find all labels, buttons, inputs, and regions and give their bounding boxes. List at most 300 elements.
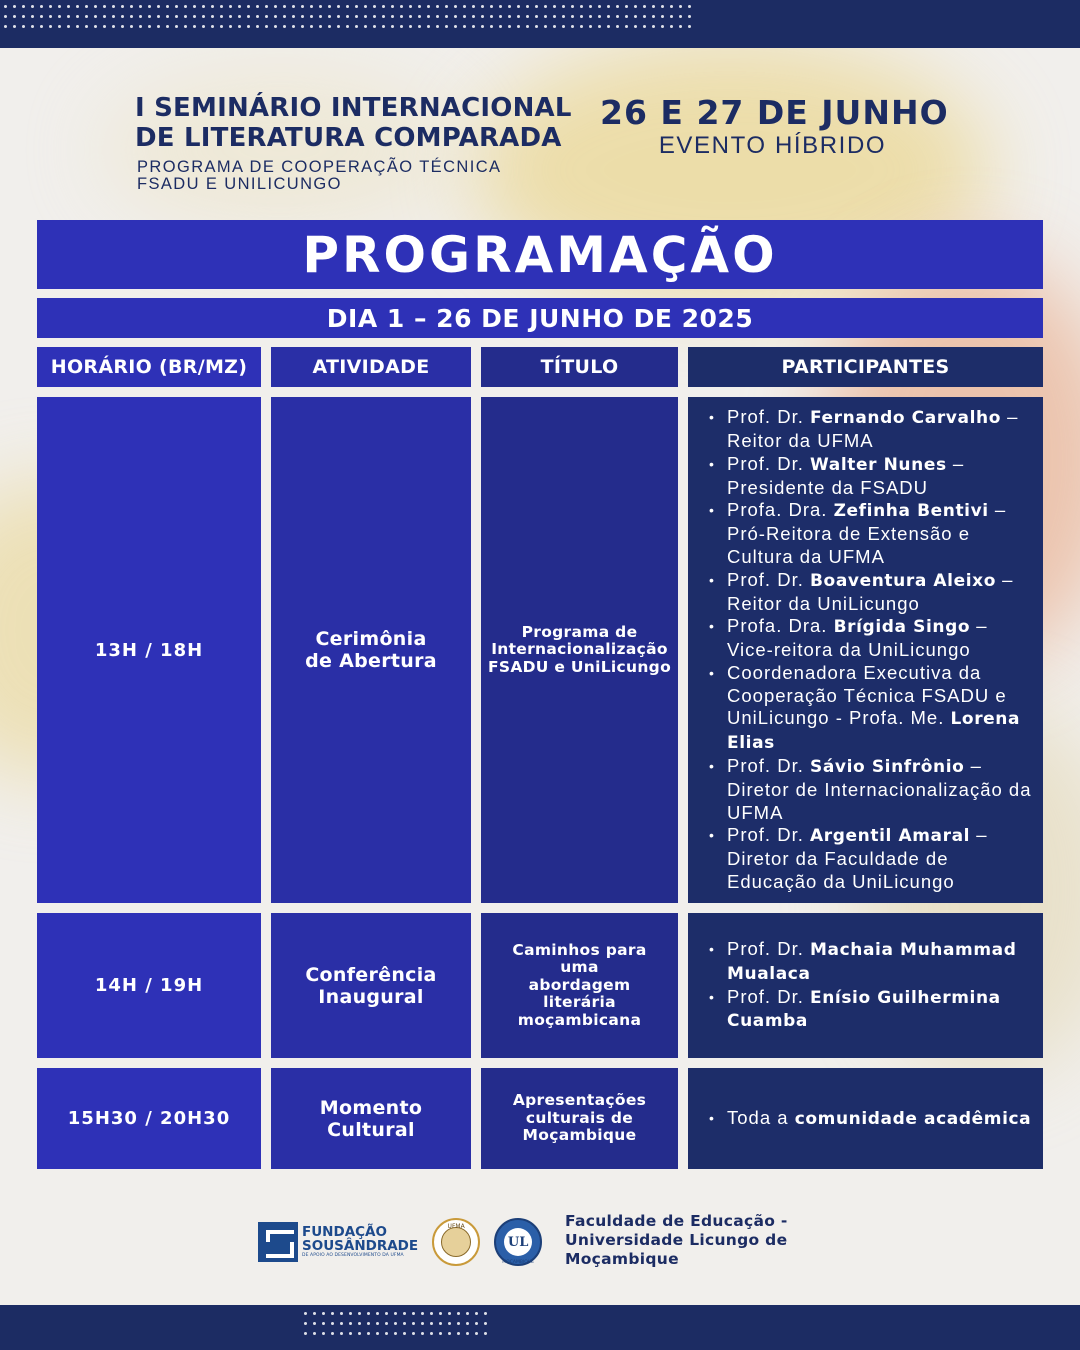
- dot: [112, 15, 115, 18]
- participant-item: • Profa. Dra. Zefinha Bentivi – Pró-Reitora de Extensão e Cultura da UFMA: [709, 499, 1035, 568]
- dot: [403, 1312, 406, 1315]
- dot: [481, 5, 484, 8]
- dot: [643, 25, 646, 28]
- dot: [643, 5, 646, 8]
- dot: [247, 25, 250, 28]
- dot: [202, 25, 205, 28]
- dot: [130, 5, 133, 8]
- dot: [526, 25, 529, 28]
- dot: [661, 25, 664, 28]
- row1-title-cell: [481, 397, 678, 903]
- dot: [427, 15, 430, 18]
- dot: [337, 15, 340, 18]
- dot: [283, 5, 286, 8]
- day-banner: [37, 298, 1043, 338]
- dot: [643, 15, 646, 18]
- row2-participants-cell: [688, 913, 1043, 1058]
- footer-logos: [258, 1212, 542, 1272]
- dot: [229, 15, 232, 18]
- dot: [475, 1332, 478, 1335]
- dot: [553, 15, 556, 18]
- row3-title: Apresentações culturais de Moçambique: [512, 1091, 647, 1145]
- dot: [466, 1332, 469, 1335]
- dot: [490, 5, 493, 8]
- dot: [445, 15, 448, 18]
- dot: [481, 15, 484, 18]
- dot: [412, 1322, 415, 1325]
- participant-item: • Prof. Dr. Machaia Muhammad Mualaca: [709, 938, 1035, 986]
- top-bar: [0, 0, 1080, 48]
- dot: [355, 5, 358, 8]
- dot: [679, 5, 682, 8]
- dot: [292, 25, 295, 28]
- dot: [391, 5, 394, 8]
- dot: [409, 25, 412, 28]
- dot: [472, 15, 475, 18]
- dot: [625, 25, 628, 28]
- dot: [652, 25, 655, 28]
- dot: [508, 5, 511, 8]
- row2-activity: Conferência Inaugural: [305, 963, 437, 1008]
- dot: [247, 15, 250, 18]
- dot: [400, 25, 403, 28]
- dot: [76, 15, 79, 18]
- dot: [319, 15, 322, 18]
- dot: [121, 25, 124, 28]
- dot: [193, 15, 196, 18]
- dot: [340, 1322, 343, 1325]
- row2-time: 14H / 19H: [94, 975, 204, 996]
- dot: [364, 25, 367, 28]
- row3-participants-cell: [688, 1068, 1043, 1169]
- dot: [364, 15, 367, 18]
- dot: [373, 5, 376, 8]
- dot: [202, 15, 205, 18]
- dot: [58, 5, 61, 8]
- dot: [220, 25, 223, 28]
- dot: [535, 25, 538, 28]
- event-title-line1: I SEMINÁRIO INTERNACIONAL: [135, 93, 572, 123]
- dot: [472, 5, 475, 8]
- dot: [301, 5, 304, 8]
- row1-time-cell: [37, 397, 261, 903]
- dot: [67, 25, 70, 28]
- dot: [661, 5, 664, 8]
- dot: [67, 5, 70, 8]
- dot: [625, 15, 628, 18]
- dot: [148, 5, 151, 8]
- dot: [85, 15, 88, 18]
- dot: [391, 25, 394, 28]
- dot: [472, 25, 475, 28]
- dot: [418, 5, 421, 8]
- row1-title: Programa de Internacionalização FSADU e UniLicungo: [487, 622, 672, 676]
- participant-item: • Profa. Dra. Brígida Singo – Vice-reitora da UniLicungo: [709, 615, 1035, 662]
- dot: [364, 5, 367, 8]
- dot: [328, 15, 331, 18]
- dot: [607, 25, 610, 28]
- dot: [448, 1332, 451, 1335]
- dot: [589, 5, 592, 8]
- event-date-block: [600, 93, 949, 159]
- dot: [688, 15, 691, 18]
- program-banner: [37, 220, 1043, 289]
- dot: [394, 1312, 397, 1315]
- dot: [94, 5, 97, 8]
- dot: [367, 1332, 370, 1335]
- dot: [349, 1332, 352, 1335]
- dot: [421, 1312, 424, 1315]
- dot: [652, 15, 655, 18]
- dot: [598, 5, 601, 8]
- dot: [427, 5, 430, 8]
- dot: [376, 1322, 379, 1325]
- dot: [220, 15, 223, 18]
- dot: [166, 5, 169, 8]
- dot: [310, 25, 313, 28]
- dot: [22, 15, 25, 18]
- dot: [313, 1312, 316, 1315]
- dot: [535, 5, 538, 8]
- event-title-line2: DE LITERATURA COMPARADA: [135, 123, 562, 153]
- participant-item: • Prof. Dr. Argentil Amaral – Diretor da Faculdade de Educação da UniLicungo: [709, 824, 1035, 893]
- dot: [394, 1322, 397, 1325]
- row1-participants-cell: [688, 397, 1043, 903]
- participant-item: • Toda a comunidade acadêmica: [709, 1108, 1031, 1129]
- dot: [184, 25, 187, 28]
- dot: [313, 1322, 316, 1325]
- dot: [319, 25, 322, 28]
- dot: [31, 5, 34, 8]
- dot: [457, 1332, 460, 1335]
- dot: [445, 5, 448, 8]
- dot: [535, 15, 538, 18]
- dot: [439, 1332, 442, 1335]
- dot: [349, 1312, 352, 1315]
- dot: [607, 5, 610, 8]
- fundacao-sousandrade-logo: [258, 1222, 418, 1262]
- dot: [517, 15, 520, 18]
- row2-time-cell: [37, 913, 261, 1058]
- dot: [274, 15, 277, 18]
- dot: [355, 25, 358, 28]
- dot: [421, 1332, 424, 1335]
- dot: [508, 15, 511, 18]
- dot: [400, 5, 403, 8]
- dot: [340, 1332, 343, 1335]
- participant-item: • Prof. Dr. Sávio Sinfrônio – Diretor de Internacionalização da UFMA: [709, 755, 1035, 824]
- dot: [403, 1322, 406, 1325]
- dot: [184, 15, 187, 18]
- dot: [94, 15, 97, 18]
- dot: [103, 5, 106, 8]
- dot: [322, 1332, 325, 1335]
- dot: [409, 15, 412, 18]
- dot: [607, 15, 610, 18]
- dot: [40, 5, 43, 8]
- dot: [562, 25, 565, 28]
- dot: [220, 5, 223, 8]
- dot: [103, 15, 106, 18]
- dot: [229, 25, 232, 28]
- dot: [376, 1312, 379, 1315]
- dot: [670, 25, 673, 28]
- dot: [40, 25, 43, 28]
- dot: [349, 1322, 352, 1325]
- dot: [661, 15, 664, 18]
- column-header-activity: ATIVIDADE: [271, 347, 471, 387]
- dot: [589, 25, 592, 28]
- dot: [382, 25, 385, 28]
- dot: [427, 25, 430, 28]
- dot: [481, 25, 484, 28]
- dot: [490, 15, 493, 18]
- dot: [247, 5, 250, 8]
- dot: [490, 25, 493, 28]
- dot: [484, 1312, 487, 1315]
- fundacao-tagline: DE APOIO AO DESENVOLVIMENTO DA UFMA: [302, 1253, 404, 1258]
- dot: [157, 5, 160, 8]
- dot: [13, 5, 16, 8]
- ufma-seal-icon: UFMA: [432, 1218, 480, 1266]
- dot: [13, 25, 16, 28]
- dot: [139, 5, 142, 8]
- event-type: EVENTO HÍBRIDO: [658, 132, 887, 159]
- dot: [211, 5, 214, 8]
- dot: [430, 1312, 433, 1315]
- dot: [238, 15, 241, 18]
- dot: [382, 5, 385, 8]
- row2-activity-cell: [271, 913, 471, 1058]
- row1-activity: Cerimônia de Abertura: [305, 628, 437, 672]
- dot: [580, 25, 583, 28]
- dot: [589, 15, 592, 18]
- dot: [319, 5, 322, 8]
- dot: [616, 15, 619, 18]
- dot: [499, 15, 502, 18]
- column-header-participants: PARTICIPANTES: [688, 347, 1043, 387]
- dot: [22, 5, 25, 8]
- dot: [679, 15, 682, 18]
- dot: [358, 1332, 361, 1335]
- event-title-block: [135, 93, 575, 193]
- dot: [412, 1332, 415, 1335]
- event-date: 26 E 27 DE JUNHO: [600, 93, 949, 132]
- dot: [391, 15, 394, 18]
- dot: [688, 25, 691, 28]
- column-header-time: HORÁRIO (BR/MZ): [37, 347, 261, 387]
- dot: [211, 15, 214, 18]
- dot: [430, 1322, 433, 1325]
- row1-activity-cell: [271, 397, 471, 903]
- dot: [358, 1322, 361, 1325]
- dot: [373, 15, 376, 18]
- dot: [202, 5, 205, 8]
- dot: [265, 15, 268, 18]
- dot: [679, 25, 682, 28]
- dot: [22, 25, 25, 28]
- dot: [466, 1312, 469, 1315]
- dot: [256, 15, 259, 18]
- dot: [331, 1312, 334, 1315]
- dot: [283, 25, 286, 28]
- dot: [346, 15, 349, 18]
- dot: [121, 5, 124, 8]
- dot: [31, 25, 34, 28]
- dot: [85, 25, 88, 28]
- dot: [421, 1322, 424, 1325]
- dot: [49, 15, 52, 18]
- fundacao-s-icon: [258, 1222, 298, 1262]
- participant-item: • Prof. Dr. Walter Nunes – Presidente da FSADU: [709, 453, 1035, 500]
- dot: [670, 5, 673, 8]
- dot: [340, 1312, 343, 1315]
- dot: [4, 5, 7, 8]
- row3-time-cell: [37, 1068, 261, 1169]
- dot: [448, 1312, 451, 1315]
- dot: [265, 5, 268, 8]
- dot: [436, 5, 439, 8]
- unilicungo-seal-icon: UL MOÇAMBIQUE: [494, 1218, 542, 1266]
- dot: [634, 15, 637, 18]
- dot: [394, 1332, 397, 1335]
- participant-list: [688, 938, 1043, 1033]
- dot: [616, 5, 619, 8]
- dot: [475, 1322, 478, 1325]
- dot: [526, 5, 529, 8]
- dot: [139, 15, 142, 18]
- dot: [409, 5, 412, 8]
- dot: [463, 25, 466, 28]
- dot: [238, 25, 241, 28]
- dot: [304, 1332, 307, 1335]
- dot: [94, 25, 97, 28]
- dot: [112, 5, 115, 8]
- dot: [439, 1312, 442, 1315]
- dot: [544, 25, 547, 28]
- dot: [292, 15, 295, 18]
- dot: [322, 1322, 325, 1325]
- dot: [373, 25, 376, 28]
- dot: [148, 15, 151, 18]
- dot: [412, 1312, 415, 1315]
- dot: [130, 15, 133, 18]
- dot: [256, 25, 259, 28]
- row3-activity: Momento Cultural: [319, 1096, 423, 1141]
- participant-item: • Prof. Dr. Enísio Guilhermina Cuamba: [709, 986, 1035, 1034]
- dot: [508, 25, 511, 28]
- dot: [139, 25, 142, 28]
- dot: [517, 5, 520, 8]
- dot: [49, 25, 52, 28]
- dot: [445, 25, 448, 28]
- dot: [301, 15, 304, 18]
- participant-item: • Prof. Dr. Boaventura Aleixo – Reitor da UniLicungo: [709, 569, 1035, 616]
- event-subtitle-line1: PROGRAMA DE COOPERAÇÃO TÉCNICA: [137, 158, 502, 176]
- dot: [553, 25, 556, 28]
- dot: [430, 1332, 433, 1335]
- dot: [76, 5, 79, 8]
- dot: [439, 1322, 442, 1325]
- row2-title: Caminhos para uma abordagem literária moçambicana: [512, 940, 647, 1029]
- dot: [265, 25, 268, 28]
- dot: [112, 25, 115, 28]
- dot: [358, 1312, 361, 1315]
- dot: [310, 15, 313, 18]
- dot: [616, 25, 619, 28]
- dot: [454, 5, 457, 8]
- dot: [4, 15, 7, 18]
- dot: [598, 15, 601, 18]
- dot: [457, 1322, 460, 1325]
- dot: [466, 1322, 469, 1325]
- dot: [274, 25, 277, 28]
- dot: [571, 15, 574, 18]
- dot: [463, 15, 466, 18]
- dot: [346, 5, 349, 8]
- dot: [517, 25, 520, 28]
- dot: [13, 15, 16, 18]
- dot: [418, 25, 421, 28]
- dot: [67, 15, 70, 18]
- dot: [337, 25, 340, 28]
- dot-pattern-bottom: [304, 1312, 493, 1342]
- dot: [337, 5, 340, 8]
- row2-title-cell: [481, 913, 678, 1058]
- dot: [484, 1322, 487, 1325]
- dot: [544, 5, 547, 8]
- dot: [457, 1312, 460, 1315]
- dot: [484, 1332, 487, 1335]
- dot: [229, 5, 232, 8]
- dot: [40, 15, 43, 18]
- dot: [367, 1312, 370, 1315]
- dot: [571, 5, 574, 8]
- dot: [85, 5, 88, 8]
- dot: [436, 15, 439, 18]
- fundacao-name-line1: FUNDAÇÃO: [302, 1224, 387, 1240]
- dot: [121, 15, 124, 18]
- dot: [292, 5, 295, 8]
- dot: [580, 15, 583, 18]
- dot: [328, 25, 331, 28]
- dot: [670, 15, 673, 18]
- dot: [166, 25, 169, 28]
- dot: [634, 5, 637, 8]
- dot: [385, 1332, 388, 1335]
- dot: [301, 25, 304, 28]
- dot: [571, 25, 574, 28]
- dot: [463, 5, 466, 8]
- dot: [157, 25, 160, 28]
- dot: [403, 1332, 406, 1335]
- participant-list: [688, 1108, 1039, 1129]
- dot: [211, 25, 214, 28]
- column-header-title: TÍTULO: [481, 347, 678, 387]
- dot: [322, 1312, 325, 1315]
- dot: [385, 1312, 388, 1315]
- dot: [634, 25, 637, 28]
- dot: [175, 15, 178, 18]
- row3-activity-cell: [271, 1068, 471, 1169]
- dot: [58, 15, 61, 18]
- faculty-name: Faculdade de Educação - Universidade Licungo de Moçambique: [565, 1212, 788, 1268]
- dot: [625, 5, 628, 8]
- dot: [58, 25, 61, 28]
- dot: [310, 5, 313, 8]
- dot: [304, 1322, 307, 1325]
- dot: [553, 5, 556, 8]
